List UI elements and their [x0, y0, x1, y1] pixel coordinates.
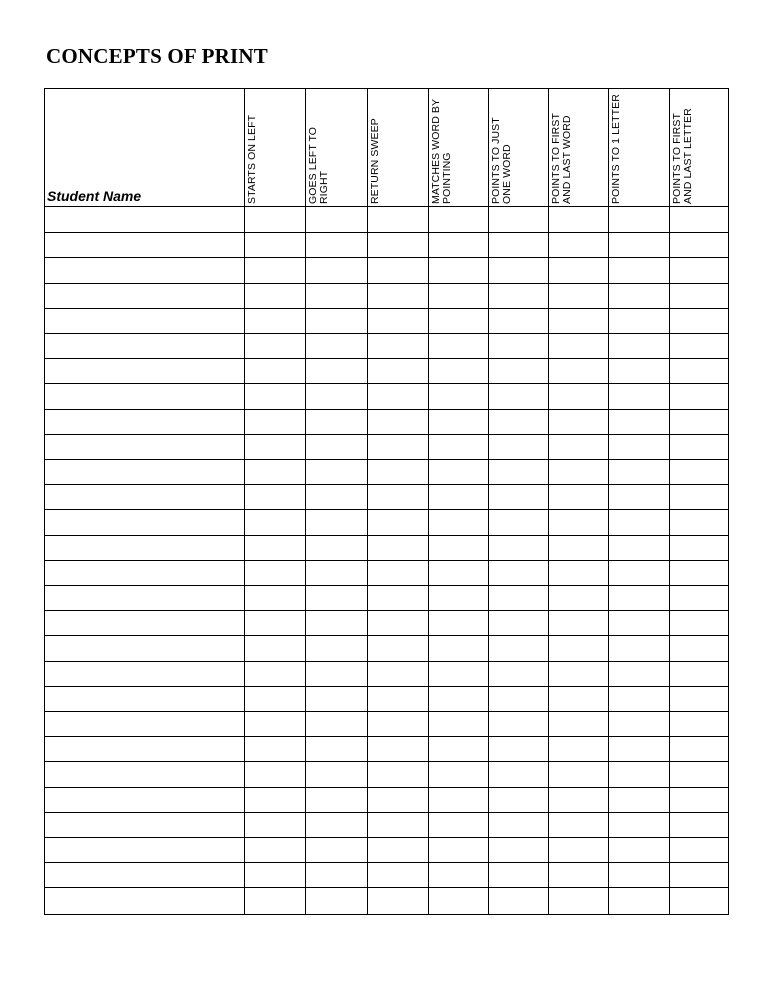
table-row-divider: [45, 535, 728, 536]
table-row-divider: [45, 887, 728, 888]
table-row-divider: [45, 837, 728, 838]
table-row-divider: [45, 686, 728, 687]
column-header-label: MATCHES WORD BY POINTING: [430, 99, 453, 204]
column-header: [306, 89, 367, 205]
table-row-divider: [45, 585, 728, 586]
column-header: [368, 89, 428, 205]
column-divider: [244, 89, 245, 914]
column-header-label: POINTS TO JUST ONE WORD: [490, 117, 513, 204]
table-row-divider: [45, 232, 728, 233]
student-name-header: Student Name: [47, 188, 142, 204]
column-divider: [428, 89, 429, 914]
table-row-divider: [45, 711, 728, 712]
column-header-label: RETURN SWEEP: [369, 118, 381, 204]
column-header-label: POINTS TO FIRST AND LAST WORD: [550, 113, 573, 204]
table-row-divider: [45, 383, 728, 384]
column-divider: [488, 89, 489, 914]
table-row-divider: [45, 610, 728, 611]
column-header: [489, 89, 548, 205]
column-divider: [305, 89, 306, 914]
column-header: [670, 89, 729, 205]
column-header-label: POINTS TO 1 LETTER: [610, 94, 622, 204]
column-header: [549, 89, 608, 205]
table-row-divider: [45, 484, 728, 485]
table-row-divider: [45, 459, 728, 460]
table-row-divider: [45, 787, 728, 788]
column-divider: [548, 89, 549, 914]
table-row-divider: [45, 812, 728, 813]
column-divider: [608, 89, 609, 914]
page-title: CONCEPTS OF PRINT: [46, 44, 268, 68]
table-row-divider: [45, 635, 728, 636]
table-row-divider: [45, 333, 728, 334]
table-row-divider: [45, 409, 728, 410]
table-row-divider: [45, 560, 728, 561]
table-row-divider: [45, 862, 728, 863]
column-divider: [367, 89, 368, 914]
table-row-divider: [45, 257, 728, 258]
column-header: [245, 89, 305, 205]
column-header: [609, 89, 669, 205]
column-header: [429, 89, 488, 205]
column-header-label: STARTS ON LEFT: [246, 114, 258, 204]
checklist-table: [44, 88, 729, 915]
table-row-divider: [45, 434, 728, 435]
table-row-divider: [45, 661, 728, 662]
table-row-divider: [45, 509, 728, 510]
table-row-divider: [45, 308, 728, 309]
table-row-divider: [45, 736, 728, 737]
column-header-label: POINTS TO FIRST AND LAST LETTER: [671, 108, 694, 204]
table-row-divider: [45, 283, 728, 284]
table-row-divider: [45, 358, 728, 359]
table-row-divider: [45, 761, 728, 762]
column-header-label: GOES LEFT TO RIGHT: [307, 126, 330, 204]
column-divider: [669, 89, 670, 914]
